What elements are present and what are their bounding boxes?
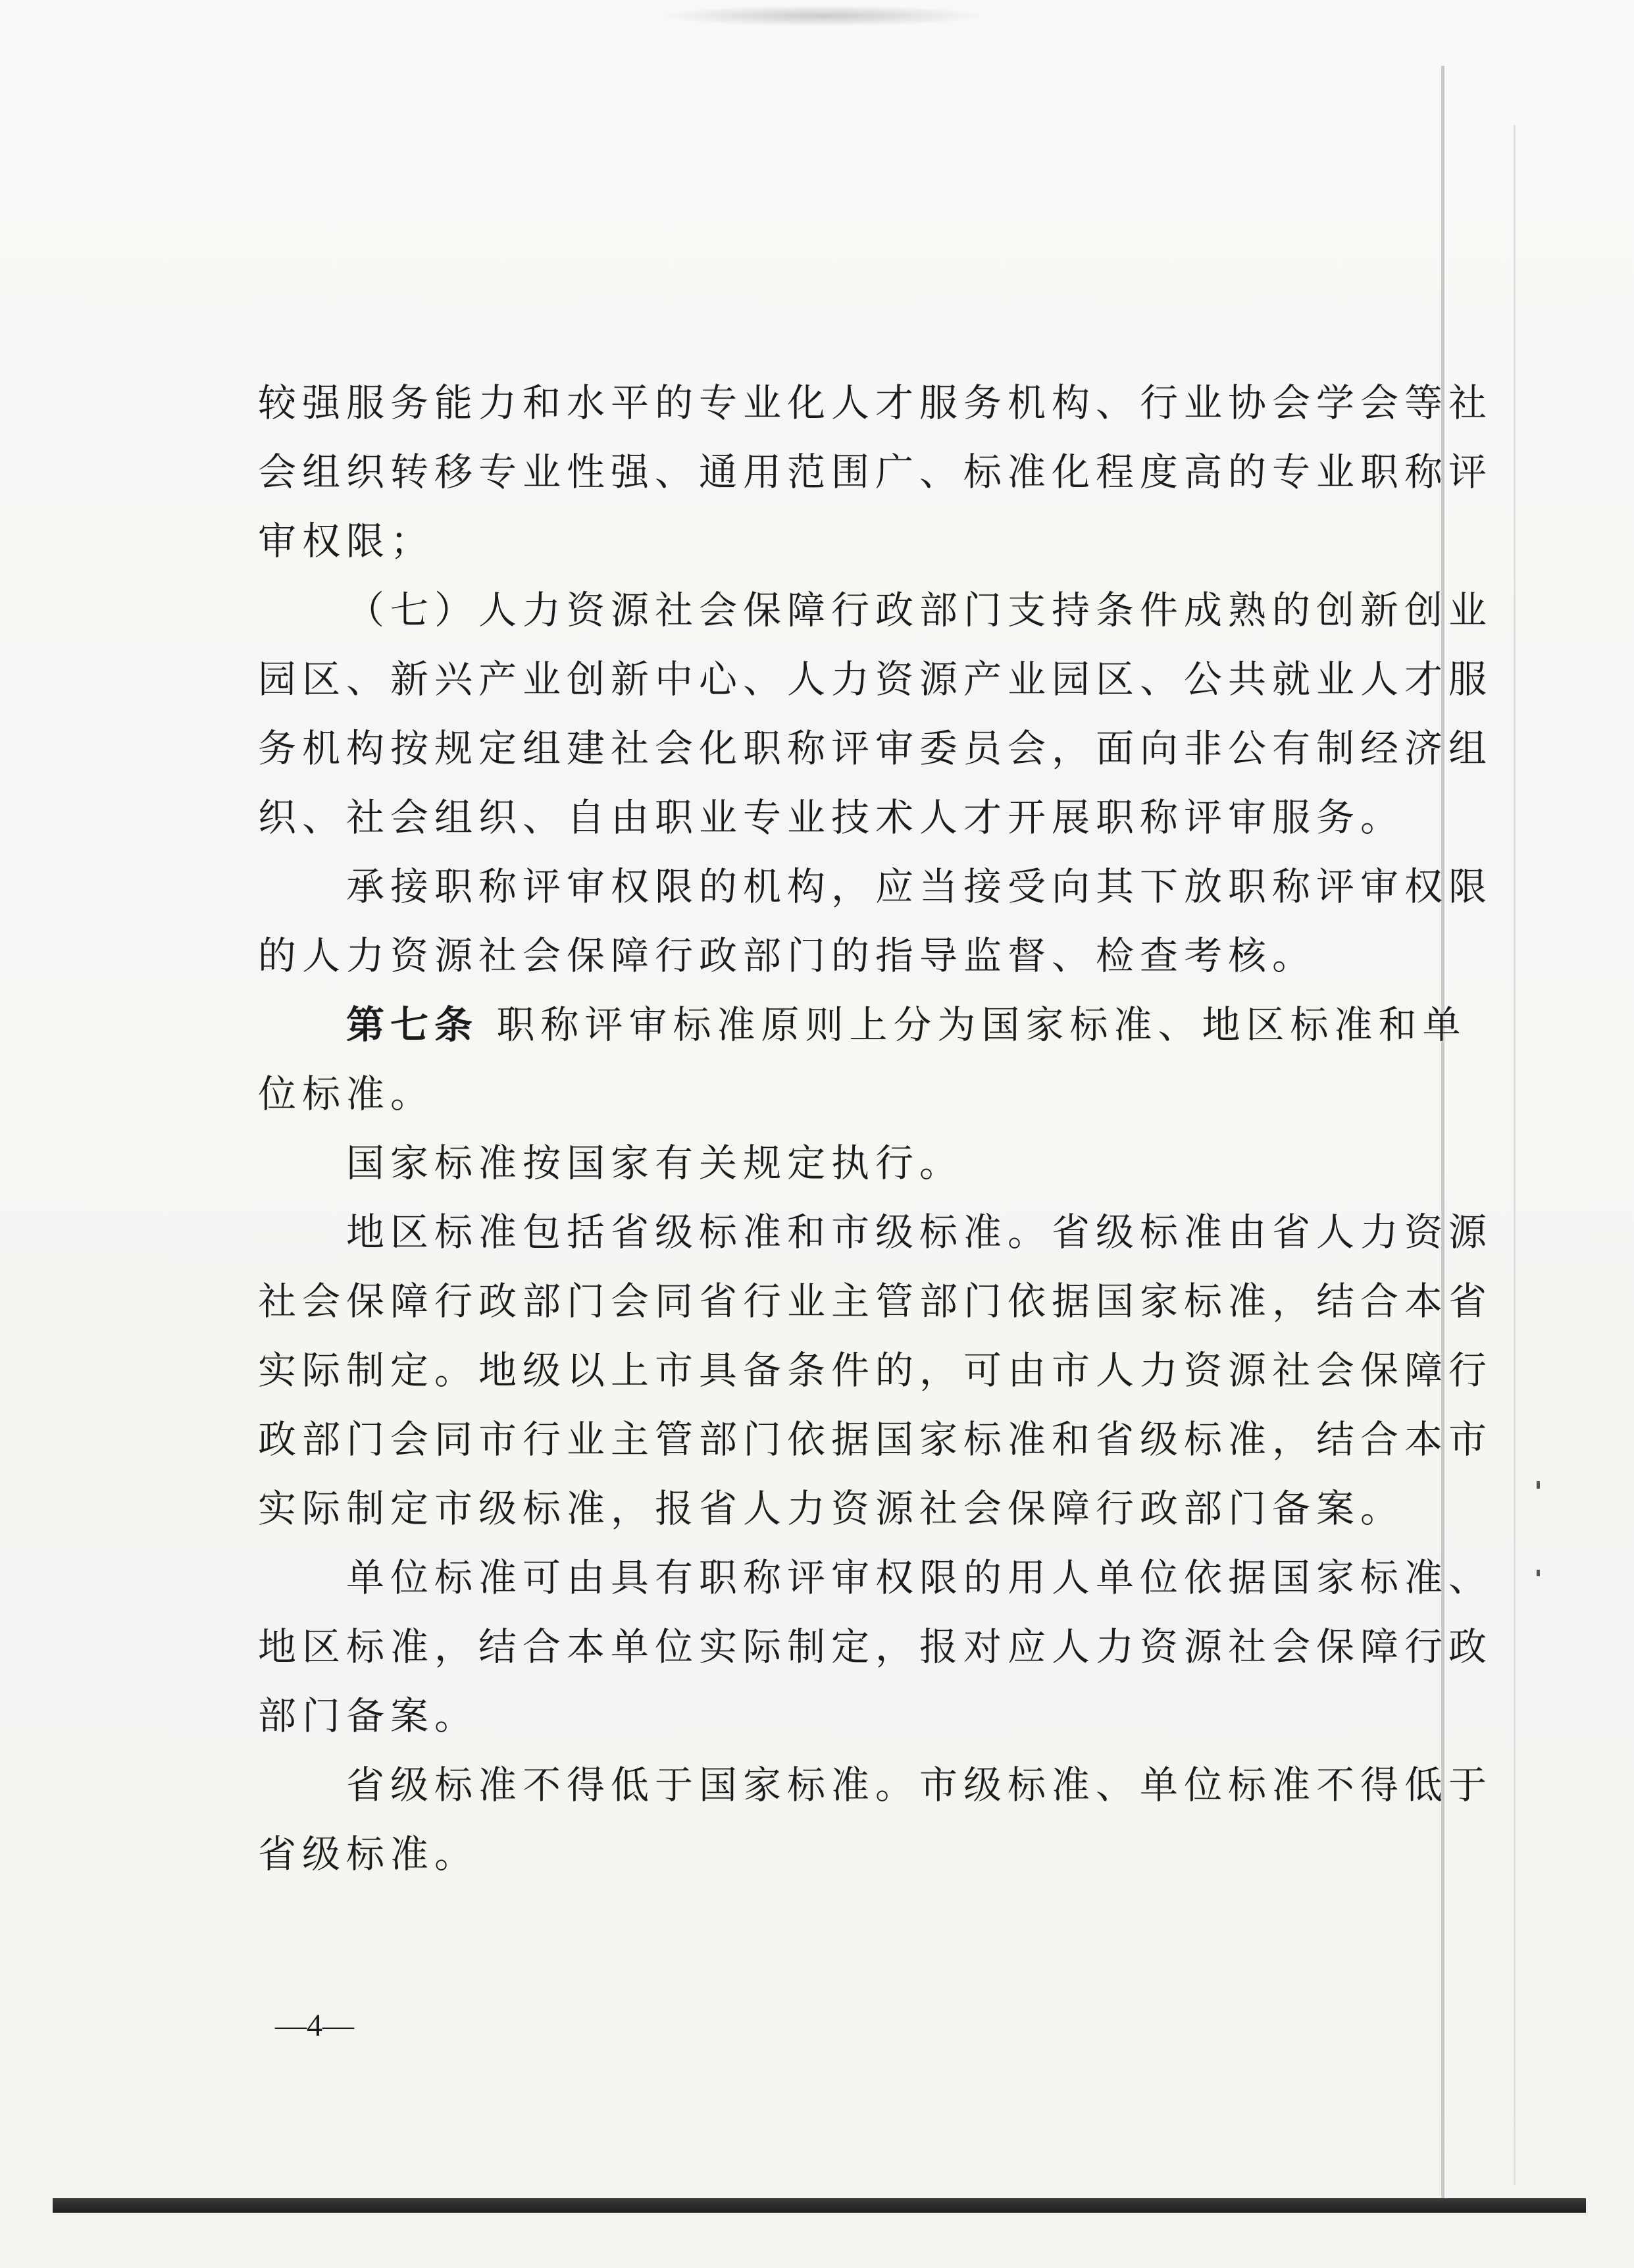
text-line-content: 较强服务能力和水平的专业化人才服务机构、行业协会学会等社	[258, 380, 1493, 425]
text-line-content: 单位标准可由具有职称评审权限的用人单位依据国家标准、	[346, 1555, 1493, 1600]
text-line	[258, 1682, 1350, 1751]
text-line-content: 园区、新兴产业创新中心、人力资源产业园区、公共就业人才服	[258, 657, 1493, 702]
text-line	[258, 1336, 1493, 1405]
text-line	[258, 1267, 1493, 1336]
page-edge-line	[1514, 125, 1516, 2185]
text-line	[258, 1405, 1493, 1474]
text-line	[258, 783, 1405, 852]
scan-speck	[1537, 1570, 1540, 1576]
text-line-content: 会组织转移专业性强、通用范围广、标准化程度高的专业职称评	[258, 450, 1493, 494]
article-heading: 第七条	[346, 1002, 479, 1047]
text-line-content: 审权限；	[258, 519, 435, 563]
text-line-content: 的人力资源社会保障行政部门的指导监督、检查考核。	[258, 933, 1317, 978]
document-body	[258, 369, 1493, 1889]
text-line	[258, 1474, 1405, 1543]
scan-smudge	[658, 5, 987, 26]
text-line-content: 部门备案。	[258, 1693, 479, 1738]
text-line	[258, 1820, 1350, 1889]
text-line-content: 实际制定市级标准，报省人力资源社会保障行政部门备案。	[258, 1486, 1405, 1531]
text-line	[258, 576, 1493, 645]
text-line	[258, 1060, 1350, 1129]
text-line-content: 地区标准，结合本单位实际制定，报对应人力资源社会保障行政	[258, 1624, 1493, 1669]
text-line	[258, 991, 1467, 1060]
text-line-content: 政部门会同市行业主管部门依据国家标准和省级标准，结合本市	[258, 1417, 1493, 1462]
text-line-content: 社会保障行政部门会同省行业主管部门依据国家标准，结合本省	[258, 1279, 1493, 1324]
text-line-content: 务机构按规定组建社会化职称评审委员会，面向非公有制经济组	[258, 726, 1493, 771]
text-line-content: 国家标准按国家有关规定执行。	[346, 1141, 964, 1185]
text-line-content: 实际制定。地级以上市具备条件的，可由市人力资源社会保障行	[258, 1348, 1493, 1393]
text-line-content: 省级标准。	[258, 1832, 479, 1876]
text-line	[258, 438, 1493, 507]
text-line	[258, 507, 1350, 576]
text-line-content: 织、社会组织、自由职业专业技术人才开展职称评审服务。	[258, 795, 1405, 840]
text-line	[258, 369, 1493, 438]
text-line-content: 省级标准不得低于国家标准。市级标准、单位标准不得低于	[346, 1763, 1493, 1807]
text-line	[258, 1543, 1493, 1612]
text-line-content: 位标准。	[258, 1071, 435, 1116]
text-line	[258, 645, 1493, 714]
text-line-content: 地区标准包括省级标准和市级标准。省级标准由省人力资源	[346, 1210, 1493, 1254]
text-line	[258, 921, 1350, 991]
scanner-bottom-bar	[53, 2198, 1586, 2213]
text-line-content: （七）人力资源社会保障行政部门支持条件成熟的创新创业	[346, 588, 1493, 632]
scan-speck	[1537, 1481, 1540, 1489]
text-line	[258, 1198, 1493, 1267]
text-line	[258, 1751, 1493, 1820]
text-line	[258, 714, 1493, 783]
page-number: —4—	[275, 2008, 354, 2043]
text-line-content: 职称评审标准原则上分为国家标准、地区标准和单	[496, 1002, 1467, 1047]
text-line	[258, 1612, 1493, 1682]
text-line-content: 承接职称评审权限的机构，应当接受向其下放职称评审权限	[346, 864, 1493, 909]
text-line	[258, 852, 1493, 921]
text-line	[258, 1129, 1350, 1198]
